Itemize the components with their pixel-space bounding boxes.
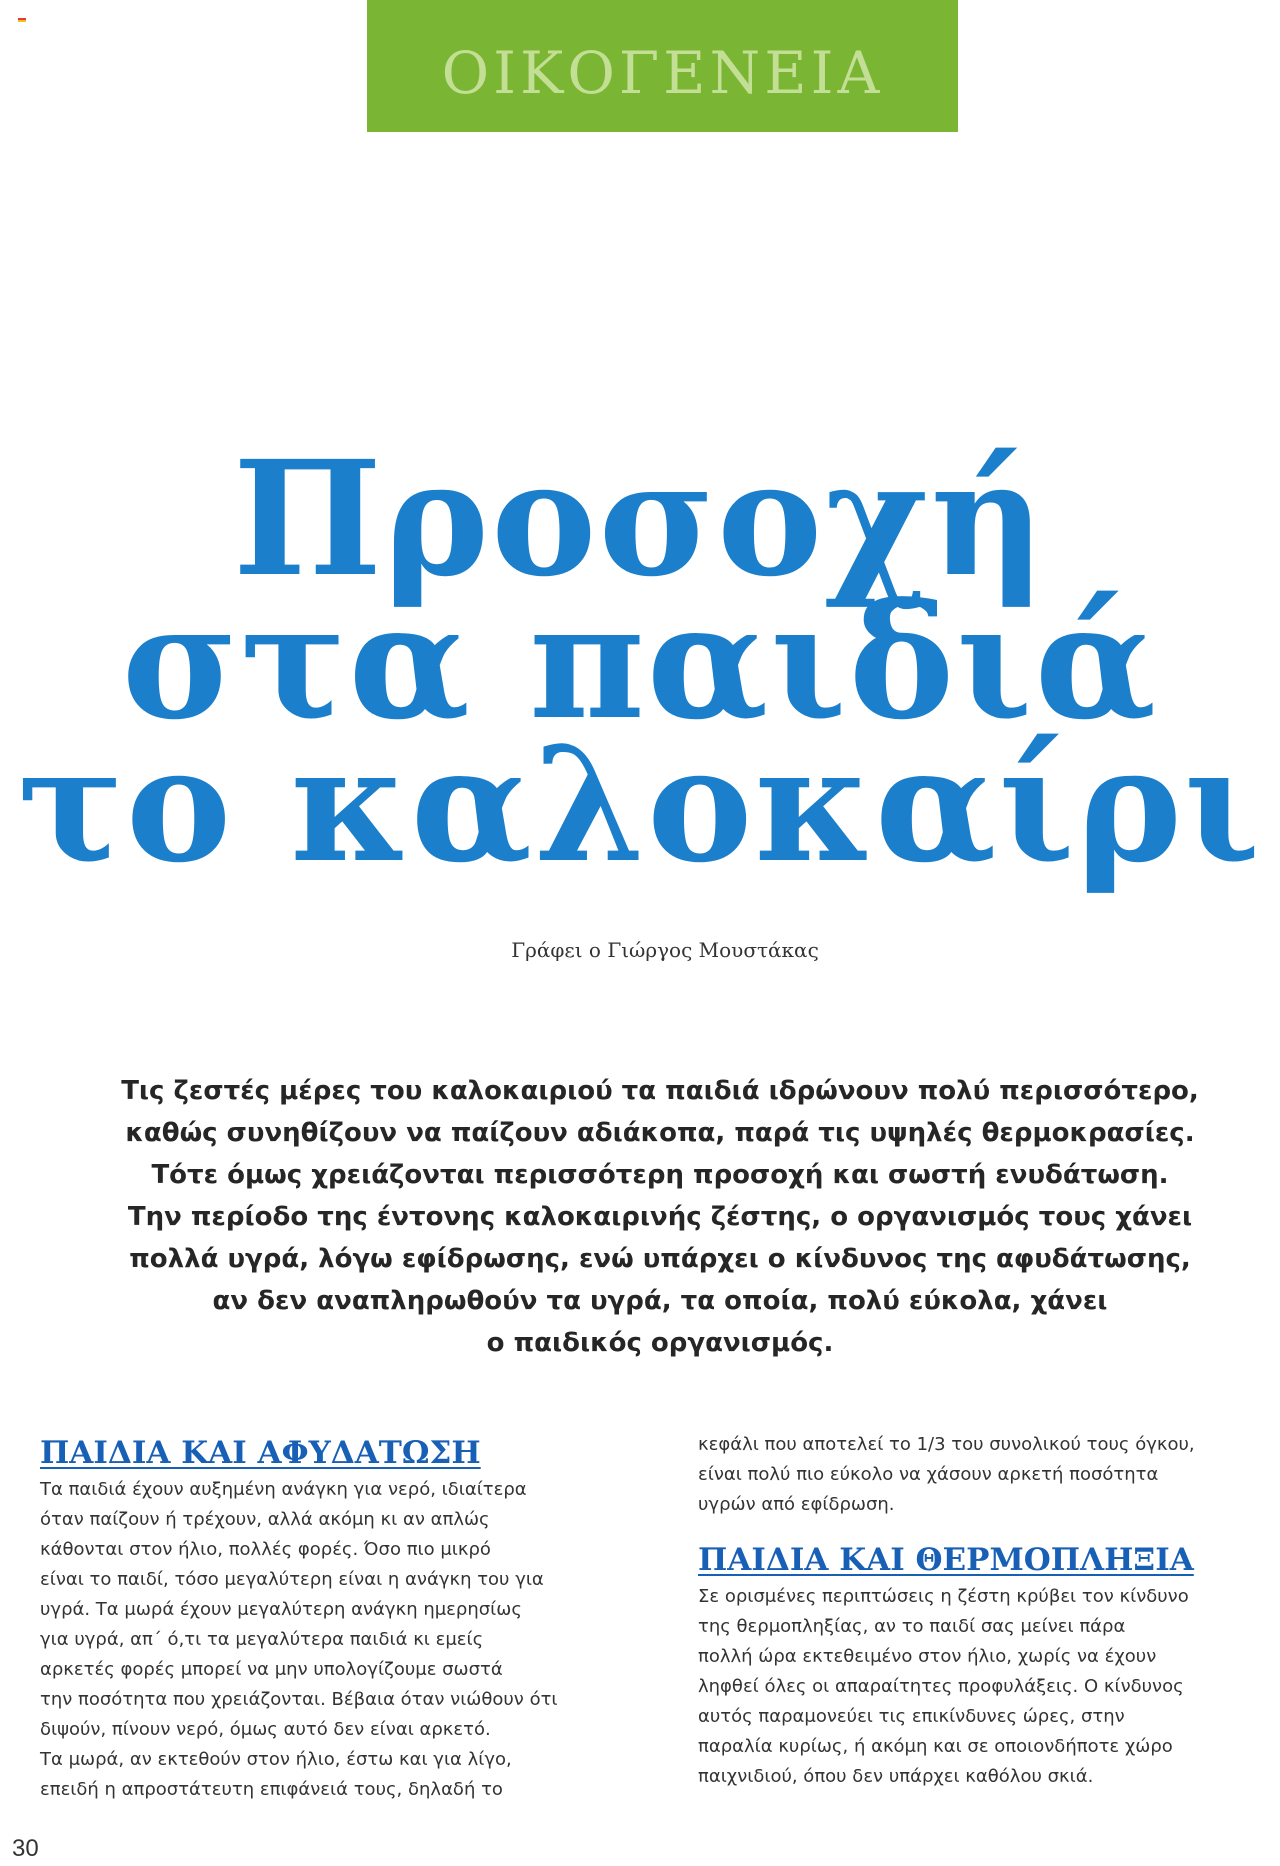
body-paragraph <box>698 1582 1278 1792</box>
title-line: Προσοχή <box>232 427 1048 612</box>
lead-line: ο παιδικός οργανισμός. <box>486 1328 834 1358</box>
body-line: επειδή η απροστάτευτη επιφάνειά τους, δηλαδή το <box>40 1779 503 1800</box>
lead-paragraph <box>60 1070 1260 1364</box>
body-line: αυτός παραμονεύει τις επικίνδυνες ώρες, στην <box>698 1706 1125 1727</box>
body-line: είναι το παιδί, τόσο μεγαλύτερη είναι η ανάγκη του για <box>40 1569 544 1590</box>
article-title <box>0 427 1280 898</box>
section-label: ΟΙΚΟΓΕΝΕΙΑ <box>441 39 884 107</box>
body-line: είναι πολύ πιο εύκολο να χάσουν αρκετή ποσότητα <box>698 1464 1159 1485</box>
body-line: διψούν, πίνουν νερό, όμως αυτό δεν είναι αρκετό. <box>40 1719 491 1740</box>
lead-line: καθώς συνηθίζουν να παίζουν αδιάκοπα, παρά τις υψηλές θερμοκρασίες. <box>125 1118 1195 1148</box>
body-line: Τα μωρά, αν εκτεθούν στον ήλιο, έστω και για λίγο, <box>40 1749 512 1770</box>
title-line: το καλοκαίρι <box>17 713 1263 898</box>
body-line: της θερμοπληξίας, αν το παιδί σας μείνει πάρα <box>698 1616 1126 1637</box>
body-line: πολλή ώρα εκτεθειμένο στον ήλιο, χωρίς να έχουν <box>698 1646 1157 1667</box>
body-line: παραλία κυρίως, ή ακόμη και σε οποιονδήποτε χώρο <box>698 1736 1173 1757</box>
title-line: στα παιδιά <box>121 570 1159 755</box>
section-banner <box>367 0 958 132</box>
lead-line: αν δεν αναπληρωθούν τα υγρά, τα οποία, πολύ εύκολα, χάνει <box>212 1286 1108 1316</box>
lead-line: πολλά υγρά, λόγω εφίδρωσης, ενώ υπάρχει ο κίνδυνος της αφυδάτωσης, <box>129 1244 1191 1274</box>
body-line: Σε ορισμένες περιπτώσεις η ζέστη κρύβει τον κίνδυνο <box>698 1586 1189 1607</box>
page-number: 30 <box>12 1835 39 1862</box>
body-line: αρκετές φορές μπορεί να μην υπολογίζουμε σωστά <box>40 1659 503 1680</box>
body-line: υγρών από εφίδρωση. <box>698 1494 895 1515</box>
section-heading-dehydration: ΠΑΙΔΙΑ ΚΑΙ ΑΦΥΔΑΤΩΣΗ <box>40 1435 481 1471</box>
corner-mark <box>18 18 26 22</box>
article-column-left <box>40 1433 660 1805</box>
body-line: Τα παιδιά έχουν αυξημένη ανάγκη για νερό, ιδιαίτερα <box>40 1479 527 1500</box>
lead-line: Τότε όμως χρειάζονται περισσότερη προσοχή και σωστή ενυδάτωση. <box>151 1160 1169 1190</box>
body-paragraph-continued <box>698 1430 1278 1520</box>
lead-line: Την περίοδο της έντονης καλοκαιρινής ζέστης, ο οργανισμός τους χάνει <box>127 1202 1193 1232</box>
body-paragraph <box>40 1475 660 1805</box>
body-line: ληφθεί όλες οι απαραίτητες προφυλάξεις. Ο κίνδυνος <box>698 1676 1184 1697</box>
body-line: την ποσότητα που χρειάζονται. Βέβαια όταν νιώθουν ότι <box>40 1689 558 1710</box>
article-column-right <box>698 1430 1278 1792</box>
section-heading-heatstroke: ΠΑΙΔΙΑ ΚΑΙ ΘΕΡΜΟΠΛΗΞΙΑ <box>698 1542 1194 1578</box>
byline: Γράφει ο Γιώργος Μουστάκας <box>511 938 819 962</box>
body-line: κάθονται στον ήλιο, πολλές φορές. Όσο πιο μικρό <box>40 1539 491 1560</box>
lead-line: Τις ζεστές μέρες του καλοκαιριού τα παιδιά ιδρώνουν πολύ περισσότερο, <box>121 1076 1199 1106</box>
body-line: όταν παίζουν ή τρέχουν, αλλά ακόμη κι αν απλώς <box>40 1509 490 1530</box>
body-line: υγρά. Τα μωρά έχουν μεγαλύτερη ανάγκη ημερησίως <box>40 1599 522 1620</box>
body-line: για υγρά, απ΄ ό,τι τα μεγαλύτερα παιδιά κι εμείς <box>40 1629 484 1650</box>
body-line: παιχνιδιού, όπου δεν υπάρχει καθόλου σκιά. <box>698 1766 1094 1787</box>
body-line: κεφάλι που αποτελεί το 1/3 του συνολικού τους όγκου, <box>698 1434 1195 1455</box>
